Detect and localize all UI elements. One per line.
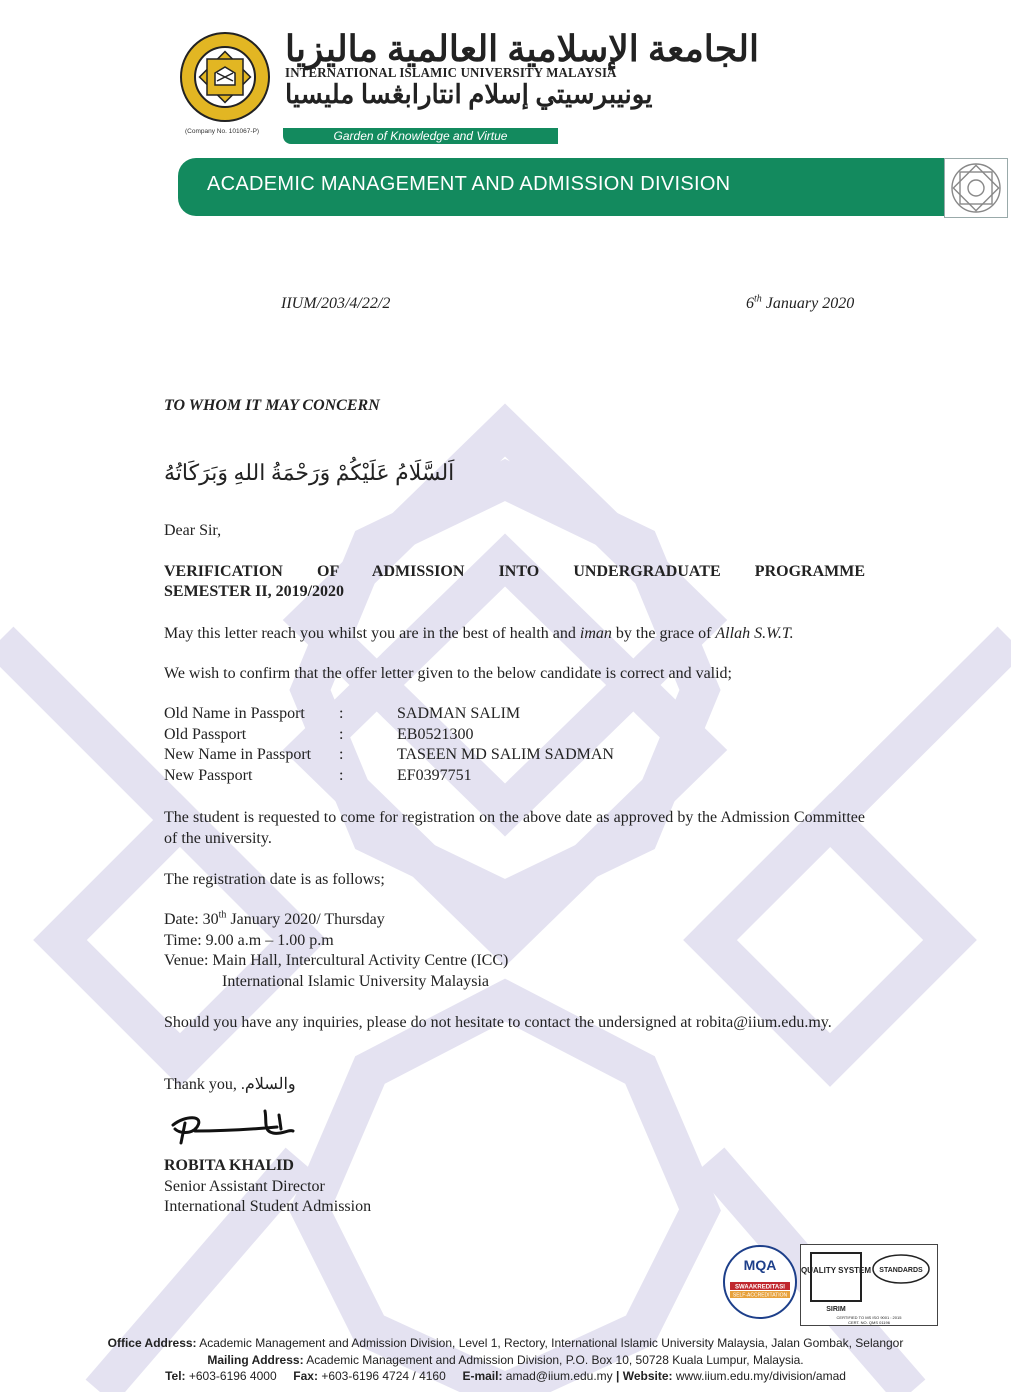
mqa-badge (722, 1244, 798, 1328)
field-value-old-name: SADMAN SALIM (397, 705, 521, 722)
standards-label: STANDARDS (879, 1267, 923, 1274)
field-value-old-passport: EB0521300 (397, 726, 474, 743)
closing: Thank you, والسلام. (164, 1076, 296, 1093)
recipient: TO WHOM IT MAY CONCERN (164, 397, 380, 414)
field-value-new-name: TASEEN MD SALIM SADMAN (397, 746, 614, 763)
division-emblem (944, 158, 1008, 218)
footer-mailing-address: Mailing Address: Academic Management and Admission Division, P.O. Box 10, 50728 Kuala Lumpur, Malaysia. (207, 1353, 804, 1367)
mqa-label: MQA (743, 1257, 777, 1273)
subject-line-2: SEMESTER II, 2019/2020 (164, 583, 345, 600)
signatory-name: ROBITA KHALID (164, 1157, 294, 1174)
signatory-unit: International Student Admission (164, 1198, 372, 1215)
mqa-sub: SWAAKREDITASI (735, 1284, 785, 1291)
field-label-new-passport: New Passport (164, 767, 253, 784)
registration-time: Time: 9.00 a.m – 1.00 p.m (164, 932, 334, 949)
field-colon: : (339, 746, 344, 763)
paragraph-registration-date: The registration date is as follows; (164, 871, 385, 888)
cert-number: CERT. NO. QMS 01196 (848, 1320, 890, 1325)
company-number: (Company No. 101067-P) (185, 128, 260, 135)
footer-office-address: Office Address: Academic Management and Admission Division, Level 1, Rectory, International Islamic University Malaysia, Jalan Gombak, Selangor (107, 1336, 904, 1350)
university-name: INTERNATIONAL ISLAMIC UNIVERSITY MALAYSIA (285, 66, 617, 81)
footer-contacts: Tel: +603-6196 4000 Fax: +603-6196 4724 / 4160 E-mail: amad@iium.edu.my | Website: www.iium.edu.my/division/amad (165, 1369, 846, 1383)
subject-line-1: VERIFICATION OF ADMISSION INTO UNDERGRADUATE PROGRAMME (164, 563, 865, 580)
field-colon: : (339, 726, 344, 743)
quality-label: QUALITY SYSTEM (801, 1266, 872, 1275)
signatory-title: Senior Assistant Director (164, 1178, 325, 1195)
field-colon: : (339, 767, 344, 784)
registration-venue-university: International Islamic University Malaysia (222, 973, 490, 990)
registration-date: Date: 30th January 2020/ Thursday (164, 909, 385, 928)
quality-badge (800, 1244, 938, 1326)
star-pattern-icon (945, 159, 1007, 217)
field-label-old-passport: Old Passport (164, 726, 247, 743)
mqa-sub-2: SELF-ACCREDITATION (732, 1292, 788, 1299)
letter-date: 6th January 2020 (746, 293, 855, 312)
university-jawi-name: يونيبرسيتي إسلام انتارابڠسا مليسيا (285, 80, 653, 109)
iium-logo-icon (177, 28, 273, 126)
paragraph-registration-request: The student is requested to come for registration on the above date as approved by the Admission Committee of the university. (164, 809, 865, 847)
footer-website-link[interactable]: www.iium.edu.my/division/amad (672, 1369, 846, 1383)
motto-banner: Garden of Knowledge and Virtue (283, 128, 558, 144)
field-value-new-passport: EF0397751 (397, 767, 472, 784)
arabic-greeting: اَلسَّلَامُ عَلَيْكُمْ وَرَحْمَةُ اللهِ وَبَرَكَاتُهُ (164, 460, 455, 485)
footer-email-link[interactable]: amad@iium.edu.my (502, 1369, 613, 1383)
salutation: Dear Sir, (164, 522, 222, 539)
registration-venue: Venue: Main Hall, Intercultural Activity Centre (ICC) (164, 952, 509, 969)
sirim-label: SIRIM (826, 1306, 846, 1313)
field-label-new-name: New Name in Passport (164, 746, 312, 763)
paragraph-greeting: May this letter reach you whilst you are in the best of health and iman by the grace of Allah S.W.T. (164, 625, 794, 642)
paragraph-inquiries: Should you have any inquiries, please do not hesitate to contact the undersigned at robita@iium.edu.my. (164, 1014, 832, 1031)
field-label-old-name: Old Name in Passport (164, 705, 305, 722)
field-colon: : (339, 705, 344, 722)
signature (165, 1103, 305, 1149)
university-arabic-name: الجامعة الإسلامية العالمية ماليزيا (285, 29, 759, 69)
division-title: ACADEMIC MANAGEMENT AND ADMISSION DIVISION (207, 173, 731, 195)
cert-label: CERTIFIED TO MS ISO 9001 : 2015 (836, 1315, 902, 1320)
paragraph-confirm: We wish to confirm that the offer letter given to the below candidate is correct and valid; (164, 665, 732, 682)
reference-number: IIUM/203/4/22/2 (281, 295, 391, 312)
